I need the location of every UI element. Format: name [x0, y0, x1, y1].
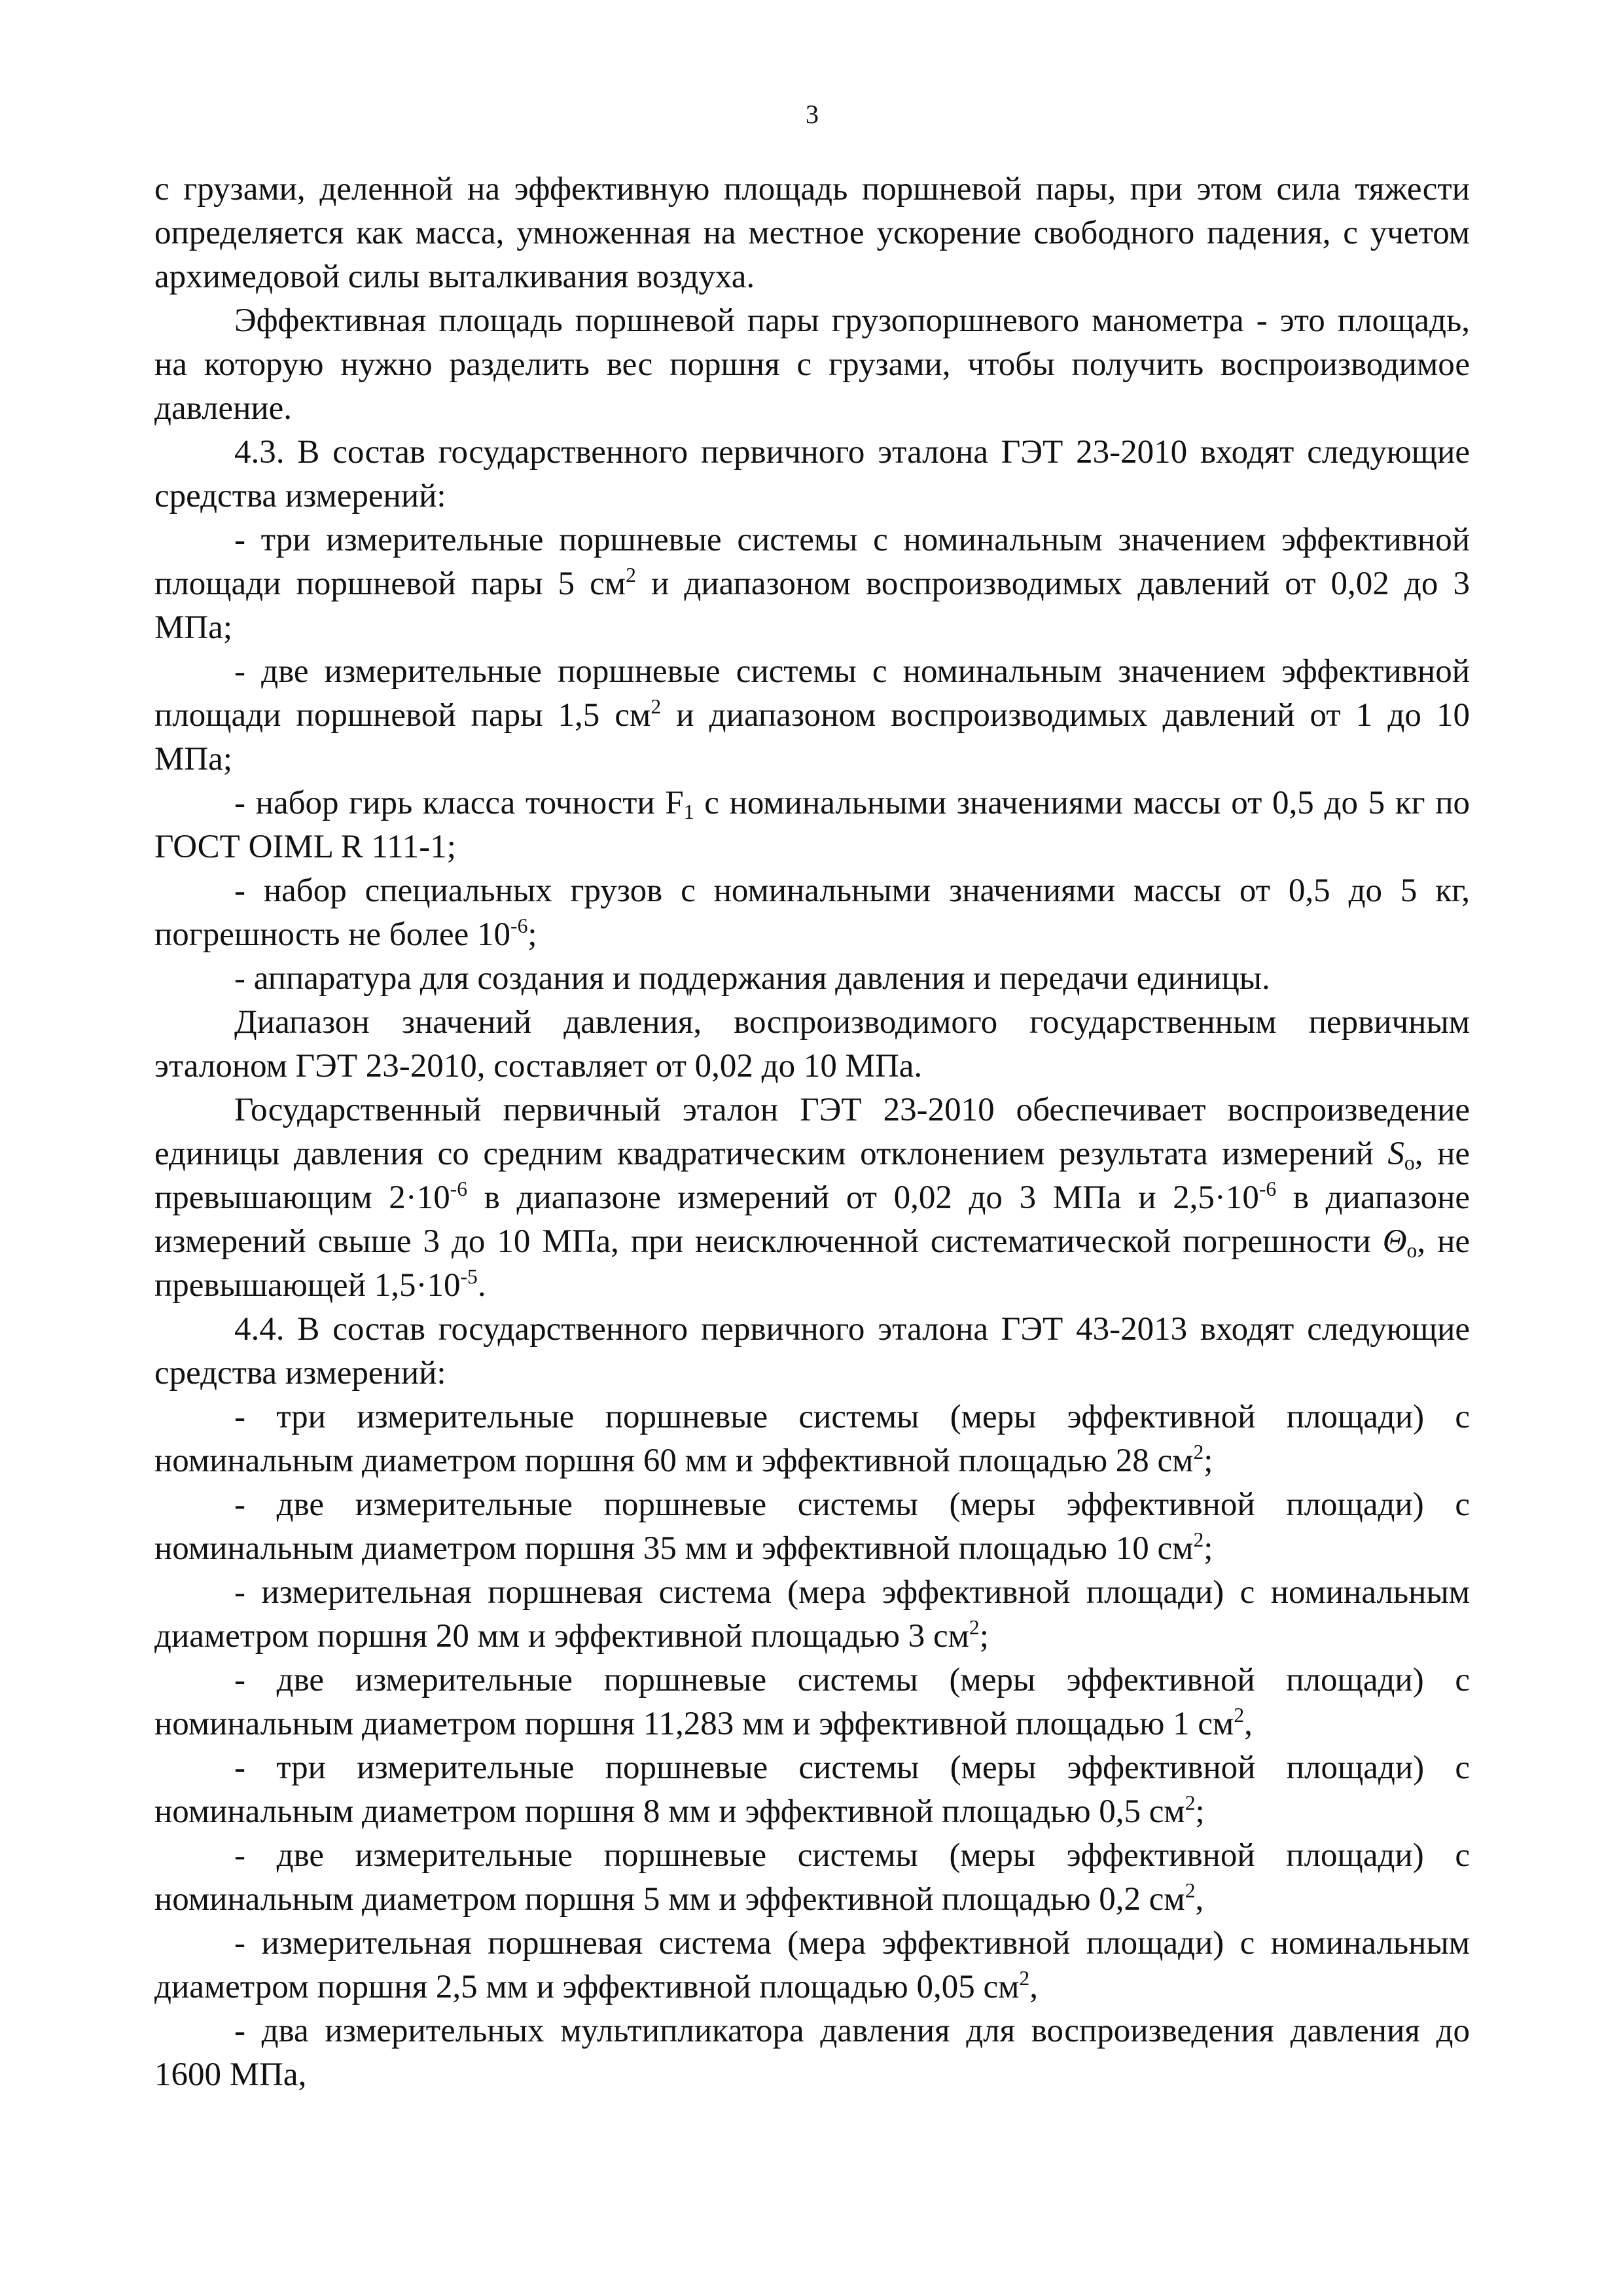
paragraph-uncertainty: Государственный первичный эталон ГЭТ 23-2010 обеспечивает воспроизведение единицы давления со средним квадратическим отклонением результата измерений $S_о$, не превышающим $2\cdot 10^{-6}$ в диапазоне измерений от 0,02 до 3 МПа и $2,5\cdot 10^{-6}$ в диапазоне измерений свыше 3 до 10 МПа, при неисключенной систематической погрешности $\Theta_о$, не превышающей $1,5\cdot 10^{-5}$.	[154, 1092, 1471, 1304]
list-item-apparatus: - аппаратура для создания и поддержания давления и передачи единицы.	[234, 960, 1270, 997]
list-item-piston-5mm: - две измерительные поршневые системы (меры эффективной площади) с номинальным диаметром поршня 5 мм и эффективной площадью 0,2 $см^2$,	[154, 1837, 1470, 1918]
list-item-piston-20mm: - измерительная поршневая система (мера эффективной площади) с номинальным диаметром поршня 20 мм и эффективной площадью 3 $см^2$;	[154, 1574, 1470, 1655]
paragraph-continuation: с грузами, деленной на эффективную площадь поршневой пары, при этом сила тяжести определяется как масса, умноженная на местное ускорение свободного падения, с учетом архимедовой силы выталкивания воздуха.	[154, 171, 1470, 295]
paragraph-effective-area-definition: Эффективная площадь поршневой пары грузопоршневого манометра - это площадь, на которую нужно разделить вес поршня с грузами, чтобы получить воспроизводимое давление.	[154, 302, 1470, 427]
list-item-piston-systems-5cm2: - три измерительные поршневые системы с номинальным значением эффективной площади поршневой пары 5 $см^2$ и диапазоном воспроизводимых давлений от 0,02 до 3 МПа;	[154, 522, 1471, 646]
paragraph-section-4-3: 4.3. В состав государственного первичного эталона ГЭТ 23-2010 входят следующие средства измерений:	[154, 434, 1470, 514]
paragraph-pressure-range: Диапазон значений давления, воспроизводимого государственным первичным эталоном ГЭТ 23-2010, составляет от 0,02 до 10 МПа.	[154, 1004, 1470, 1085]
list-item-piston-2-5mm: - измерительная поршневая система (мера эффективной площади) с номинальным диаметром поршня 2,5 мм и эффективной площадью 0,05 $см^2$,	[154, 1925, 1470, 2005]
list-item-piston-60mm: - три измерительные поршневые системы (меры эффективной площади) с номинальным диаметром поршня 60 мм и эффективной площадью 28 $см^2$;	[154, 1399, 1470, 1479]
list-item-special-weights: - набор специальных грузов с номинальными значениями массы от 0,5 до 5 кг, погрешность не более $10^{-6}$;	[154, 872, 1470, 953]
list-item-piston-11-283mm: - две измерительные поршневые системы (меры эффективной площади) с номинальным диаметром поршня 11,283 мм и эффективной площадью 1 $см^2$,	[154, 1662, 1470, 1742]
page-number: 3	[806, 99, 819, 129]
list-item-weight-set: - набор гирь класса точности $F_1$ с номинальными значениями массы от 0,5 до 5 кг по ГОСТ OIML R 111-1;	[154, 785, 1470, 865]
document-page	[154, 98, 1470, 2097]
list-item-piston-35mm: - две измерительные поршневые системы (меры эффективной площади) с номинальным диаметром поршня 35 мм и эффективной площадью 10 $см^2$;	[154, 1486, 1470, 1567]
paragraph-section-4-4: 4.4. В состав государственного первичного эталона ГЭТ 43-2013 входят следующие средства измерений:	[154, 1311, 1470, 1391]
list-item-multipliers: - два измерительных мультипликатора давления для воспроизведения давления до 1600 МПа,	[154, 2013, 1470, 2093]
list-item-piston-8mm: - три измерительные поршневые системы (меры эффективной площади) с номинальным диаметром поршня 8 мм и эффективной площадью 0,5 $см^2$;	[154, 1749, 1470, 1830]
list-item-piston-systems-1-5cm2: - две измерительные поршневые системы с номинальным значением эффективной площади поршневой пары 1,5 $см^2$ и диапазоном воспроизводимых давлений от 1 до 10 МПа;	[154, 653, 1471, 778]
